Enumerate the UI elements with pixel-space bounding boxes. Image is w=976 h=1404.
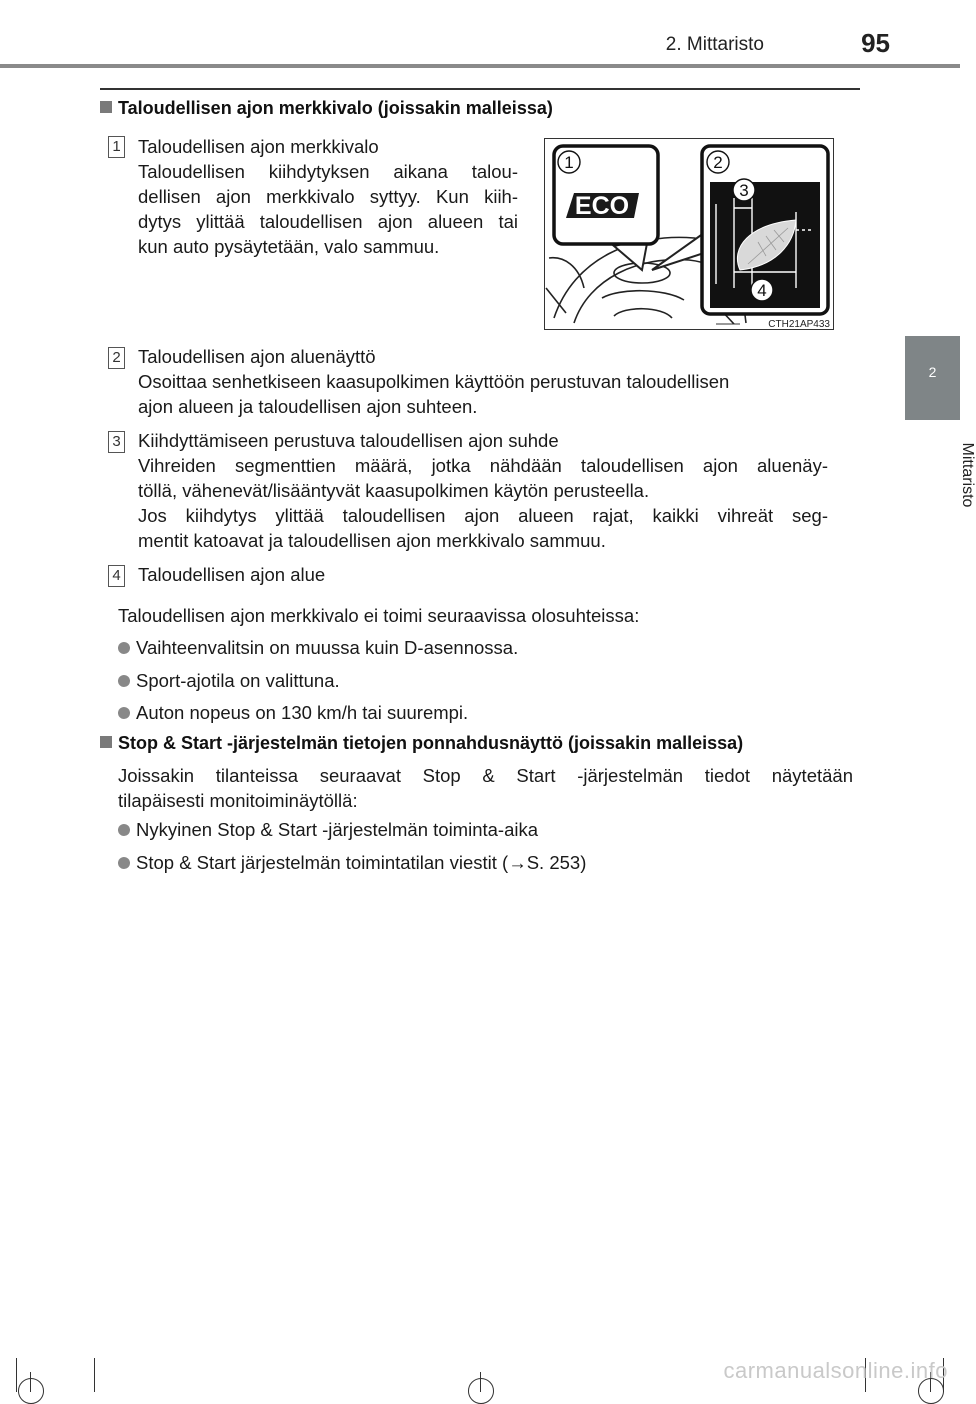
eco-indicator-illustration [544, 138, 834, 330]
item-3-line: töllä, vähenevät/lisääntyvät kaasupolkimen käytön perusteella. [138, 480, 650, 501]
item-1 [138, 134, 518, 259]
section2-intro-line: tilapäisesti monitoiminäytöllä: [118, 790, 358, 811]
side-label-text: Mittaristo [959, 442, 976, 508]
item-4 [138, 562, 828, 587]
crop-mark [16, 1358, 17, 1392]
item-2-line: ajon alueen ja taloudellisen ajon suhteen. [138, 396, 478, 417]
bullet-dot-icon [118, 642, 130, 654]
callout-number-1: 1 [564, 153, 574, 172]
eco-indicator-svg [544, 138, 834, 330]
square-bullet-icon [100, 736, 112, 748]
bullet-text: Nykyinen Stop & Start -järjestelmän toiminta-aika [136, 819, 539, 840]
section2-heading [100, 733, 743, 754]
item-1-line: kun auto pysäytetään, valo sammuu. [138, 236, 440, 257]
item-1-line: dytys ylittää taloudellisen ajon alueen tai [138, 211, 518, 232]
bullet-dot-icon [118, 675, 130, 687]
bullet-text: Stop & Start järjestelmän toimintatilan viestit (→S. 253) [136, 852, 587, 873]
item-3-title: Kiihdyttämiseen perustuva taloudellisen ajon suhde [138, 430, 559, 451]
registration-mark [18, 1378, 44, 1404]
crop-mark [94, 1358, 95, 1392]
bullet-item [118, 635, 518, 660]
bullet-dot-icon [118, 857, 130, 869]
item-2-title: Taloudellisen ajon aluenäyttö [138, 346, 376, 367]
eco-label: ECO [574, 192, 630, 220]
item-2-line: Osoittaa senhetkiseen kaasupolkimen käyttöön perustuvan taloudellisen [138, 371, 730, 392]
bullet-item [118, 850, 586, 875]
item-1-line: Taloudellisen kiihdytyksen aikana talou- [138, 161, 518, 182]
bullet-item [118, 700, 468, 725]
item-3-line: Vihreiden segmenttien määrä, jotka nähdään taloudellisen ajon aluenäy- [138, 455, 828, 476]
watermark: carmanualsonline.info [723, 1358, 948, 1383]
bullet-text: Auton nopeus on 130 km/h tai suurempi. [136, 702, 469, 723]
section1-heading-text: Taloudellisen ajon merkkivalo (joissakin malleissa) [118, 98, 553, 118]
bullet-item [118, 817, 538, 842]
item-number-4: 4 [108, 565, 125, 587]
bullet-dot-icon [118, 824, 130, 836]
registration-mark [468, 1378, 494, 1404]
registration-mark-line [30, 1372, 31, 1392]
bullet-dot-icon [118, 707, 130, 719]
registration-mark-line [480, 1372, 481, 1392]
content-rule [100, 88, 860, 90]
callout-number-4: 4 [757, 281, 767, 300]
chapter-title: 2. Mittaristo [665, 34, 764, 55]
item-3-line: Jos kiihdytys ylittää taloudellisen ajon alueen rajat, kaikki vihreät seg- [138, 505, 828, 526]
header-rule [0, 64, 960, 68]
side-tab-number: 2 [928, 364, 937, 380]
section1-intro: Taloudellisen ajon merkkivalo ei toimi seuraavissa olosuhteissa: [118, 605, 640, 626]
section2-intro [118, 763, 853, 813]
item-4-title: Taloudellisen ajon alue [138, 564, 326, 585]
callout-number-3: 3 [739, 181, 749, 200]
side-tab [905, 336, 960, 420]
section2-heading-text: Stop & Start -järjestelmän tietojen ponnahdusnäyttö (joissakin malleissa) [118, 733, 744, 753]
item-1-line: dellisen ajon merkkivalo syttyy. Kun kiih- [138, 186, 518, 207]
item-number-2: 2 [108, 347, 125, 369]
item-3 [138, 428, 828, 553]
bullet-text: Vaihteenvalitsin on muussa kuin D-asennossa. [136, 637, 519, 658]
page-number: 95 [861, 28, 890, 58]
item-1-title: Taloudellisen ajon merkkivalo [138, 136, 379, 157]
bullet-item [118, 668, 340, 693]
figure-code: CTH21AP433 [768, 319, 830, 330]
item-3-line: mentit katoavat ja taloudellisen ajon merkkivalo sammuu. [138, 530, 606, 551]
item-number-1: 1 [108, 136, 125, 158]
section1-heading [100, 98, 553, 119]
section2-intro-line: Joissakin tilanteissa seuraavat Stop & Start -järjestelmän tiedot näytetään [118, 765, 853, 786]
square-bullet-icon [100, 101, 112, 113]
callout-number-2: 2 [713, 153, 723, 172]
bullet-text: Sport-ajotila on valittuna. [136, 670, 340, 691]
side-label [900, 430, 976, 520]
item-2 [138, 344, 828, 419]
item-number-3: 3 [108, 431, 125, 453]
